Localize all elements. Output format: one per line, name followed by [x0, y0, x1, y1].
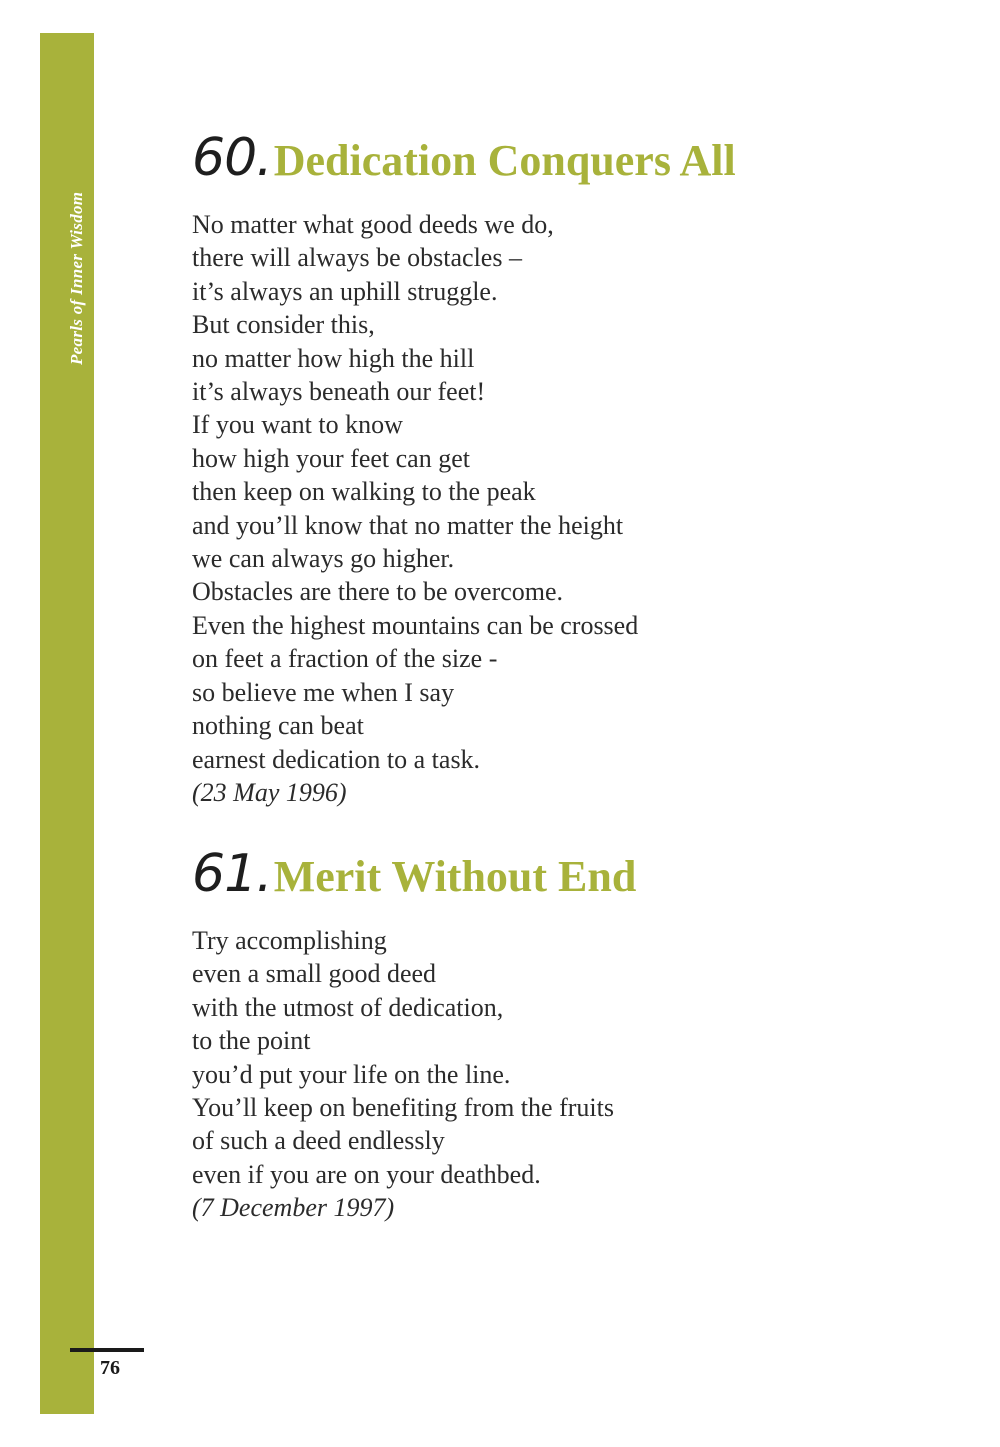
book-title: Pearls of Inner Wisdom	[67, 191, 86, 365]
poem-line: so believe me when I say	[192, 677, 455, 707]
poem-heading	[192, 844, 952, 916]
poem-line: you’d put your life on the line.	[192, 1059, 511, 1089]
poem-line: to the point	[192, 1026, 311, 1056]
poem-body	[192, 208, 952, 809]
poem-line: we can always go higher.	[192, 544, 455, 574]
poem-line: earnest dedication to a task.	[192, 744, 481, 774]
poem-line: even if you are on your deathbed.	[192, 1159, 541, 1189]
poem-body	[192, 924, 952, 1225]
poem-line: it’s always beneath our feet!	[192, 377, 486, 407]
poem-line: nothing can beat	[192, 711, 364, 741]
poem-line: But consider this,	[192, 310, 375, 340]
poem-line: it’s always an uphill struggle.	[192, 276, 498, 306]
poem-line: Even the highest mountains can be crossed	[192, 610, 639, 640]
page-number: 76	[100, 1357, 120, 1379]
page-number-rule	[70, 1348, 144, 1352]
poem-line: Obstacles are there to be overcome.	[192, 577, 564, 607]
poem-line: how high your feet can get	[192, 443, 470, 473]
poem-number: 60.	[192, 128, 272, 188]
poem-date: (23 May 1996)	[192, 777, 347, 807]
poem-line: then keep on walking to the peak	[192, 477, 536, 507]
poem-line: on feet a fraction of the size -	[192, 644, 498, 674]
poem-heading	[192, 128, 952, 200]
poem-date: (7 December 1997)	[192, 1193, 395, 1223]
poem-line: there will always be obstacles –	[192, 243, 522, 273]
poem-title: Dedication Conquers All	[273, 136, 736, 185]
poem-number: 61.	[192, 844, 272, 904]
poem-line: and you’ll know that no matter the height	[192, 510, 624, 540]
poem-line: No matter what good deeds we do,	[192, 210, 554, 239]
poem-60	[192, 128, 952, 809]
poem-line: with the utmost of dedication,	[192, 992, 504, 1022]
poem-title: Merit Without End	[273, 852, 637, 901]
poem-line: You’ll keep on benefiting from the fruits	[192, 1093, 614, 1123]
poem-61	[192, 844, 952, 1225]
poem-line: If you want to know	[192, 410, 403, 440]
poem-line: even a small good deed	[192, 959, 437, 989]
poem-line: no matter how high the hill	[192, 343, 475, 373]
poem-line: of such a deed endlessly	[192, 1126, 445, 1156]
poem-line: Try accomplishing	[192, 926, 387, 955]
